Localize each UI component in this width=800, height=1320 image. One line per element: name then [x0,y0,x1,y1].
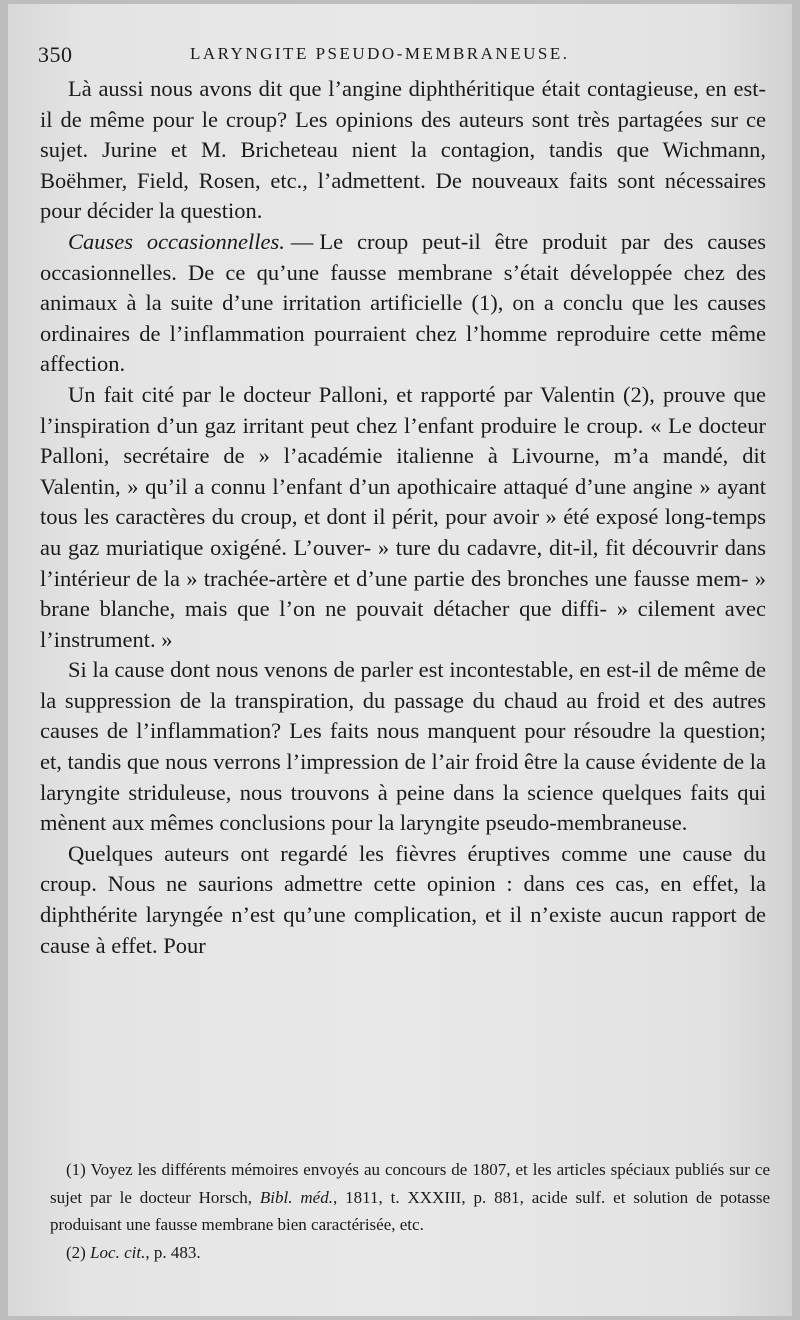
em-dash: — [290,228,314,254]
body-text [40,74,766,961]
page-header [38,42,768,68]
footnote-text: , p. 483. [145,1242,201,1262]
footnote-citation: Loc. cit. [90,1242,146,1262]
footnote-text: (2) [66,1242,91,1262]
running-title: LARYNGITE PSEUDO-MEMBRANEUSE. [190,44,570,63]
footnote-2 [50,1239,770,1267]
paragraph-causes-occasionnelles [40,227,766,380]
book-page [8,4,792,1316]
paragraph-text: Le croup peut-il être produit par des causes occasionnelles. De ce qu’une fausse membrane s’était développée chez des animaux à la suite d’une irritation artificielle (1), on a conclu que les causes ordinaires de l’inflammation pourraient chez l’homme reproduire cette même affection. [40,228,766,377]
paragraph-contagion: Là aussi nous avons dit que l’angine diphthéritique était contagieuse, en est-il de même pour le croup? Les opinions des auteurs sont très partagées sur ce sujet. Jurine et M. Bricheteau nient la contagion, tandis que Wichmann, Boëhmer, Field, Rosen, etc., l’admettent. De nouveaux faits sont nécessaires pour décider la question. [40,76,766,224]
paragraph-palloni: Un fait cité par le docteur Palloni, et rapporté par Valentin (2), prouve que l’inspiration d’un gaz irritant peut chez l’enfant produire le croup. « Le docteur Palloni, secrétaire de » l’académie italienne à Livourne, m’a mandé, dit Valentin, » qu’il a connu l’enfant d’un apothicaire attaqué d’une angine » ayant tous les caractères du croup, et dont il périt, pour avoir » été exposé long-temps au gaz muriatique oxigéné. L’ouver- » ture du cadavre, dit-il, fit découvrir dans l’intérieur de la » trachée-artère et d’une partie des bronches une fausse mem- » brane blanche, mais que l’on ne pouvait détacher que diffi- » cilement avec l’instrument. » [40,381,766,652]
section-heading: Causes occasionnelles. [68,228,285,254]
footnotes [50,1156,770,1266]
footnote-text: , 1811, t. XXXIII, p. 881, acide sulf. et solution de potasse produisant une fausse membrane bien caractérisée, etc. [50,1187,770,1234]
footnote-citation: Bibl. méd. [259,1187,333,1207]
paragraph-fievres-eruptives: Quelques auteurs ont regardé les fièvres éruptives comme une cause du croup. Nous ne saurions admettre cette opinion : dans ces cas, en effet, la diphthérite laryngée n’est qu’une complication, et il n’existe aucun rapport de cause à effet. Pour [40,840,766,958]
page-number: 350 [38,42,73,67]
footnote-1 [50,1156,770,1239]
footnote-text: (1) Voyez les différents mémoires envoyés au concours de 1807, et les articles spéciaux publiés sur ce sujet par le docteur Horsch, [50,1160,770,1207]
paragraph-transpiration: Si la cause dont nous venons de parler est incontestable, en est-il de même de la suppression de la transpiration, du passage du chaud au froid et des autres causes de l’inflammation? Les faits nous manquent pour résoudre la question; et, tandis que nous verrons l’impression de l’air froid être la cause évidente de la laryngite striduleuse, nous trouvons à peine dans la science quelques faits qui mènent aux mêmes conclusions pour la laryngite pseudo-membraneuse. [40,657,766,836]
